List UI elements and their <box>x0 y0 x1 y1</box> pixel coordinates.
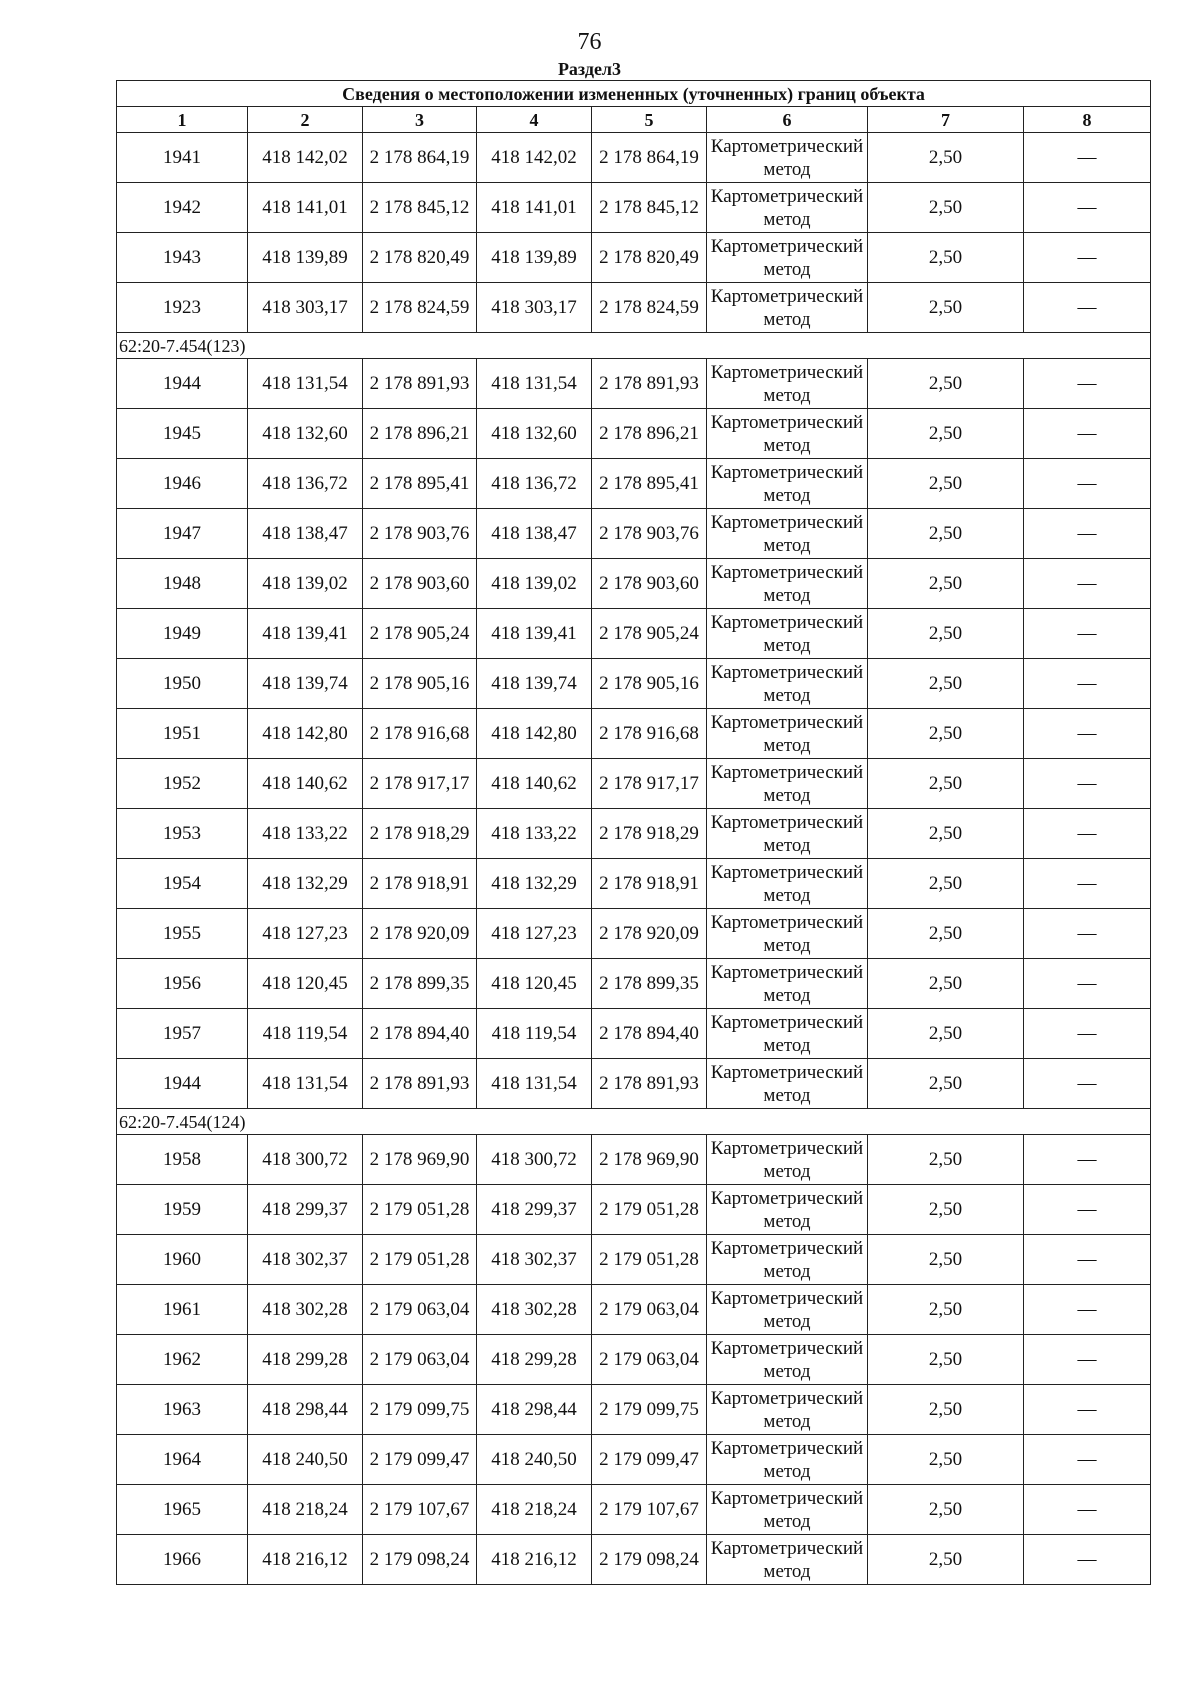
y-new-cell: 2 178 903,60 <box>592 559 707 609</box>
group-row <box>117 1109 1151 1135</box>
point-number-cell: 1958 <box>117 1135 248 1185</box>
table-row <box>117 909 1151 959</box>
description-cell: — <box>1024 1059 1151 1109</box>
y-new-cell: 2 178 899,35 <box>592 959 707 1009</box>
x-new-cell: 418 300,72 <box>477 1135 592 1185</box>
x-old-cell: 418 140,62 <box>248 759 363 809</box>
table-row <box>117 659 1151 709</box>
method-cell: Картометрический метод <box>707 1009 868 1059</box>
precision-cell: 2,50 <box>868 1485 1024 1535</box>
method-cell: Картометрический метод <box>707 1335 868 1385</box>
table-row <box>117 1435 1151 1485</box>
method-cell: Картометрический метод <box>707 1235 868 1285</box>
x-old-cell: 418 133,22 <box>248 809 363 859</box>
table-row <box>117 1185 1151 1235</box>
precision-cell: 2,50 <box>868 1385 1024 1435</box>
description-cell: — <box>1024 1235 1151 1285</box>
y-new-cell: 2 178 918,29 <box>592 809 707 859</box>
y-old-cell: 2 179 107,67 <box>363 1485 477 1535</box>
point-number-cell: 1966 <box>117 1535 248 1585</box>
y-old-cell: 2 178 845,12 <box>363 183 477 233</box>
x-new-cell: 418 303,17 <box>477 283 592 333</box>
x-new-cell: 418 142,02 <box>477 133 592 183</box>
description-cell: — <box>1024 359 1151 409</box>
x-old-cell: 418 141,01 <box>248 183 363 233</box>
y-new-cell: 2 178 920,09 <box>592 909 707 959</box>
y-new-cell: 2 179 099,47 <box>592 1435 707 1485</box>
y-old-cell: 2 178 891,93 <box>363 1059 477 1109</box>
y-new-cell: 2 178 896,21 <box>592 409 707 459</box>
x-new-cell: 418 120,45 <box>477 959 592 1009</box>
y-new-cell: 2 178 916,68 <box>592 709 707 759</box>
point-number-cell: 1923 <box>117 283 248 333</box>
x-old-cell: 418 303,17 <box>248 283 363 333</box>
y-new-cell: 2 178 824,59 <box>592 283 707 333</box>
y-new-cell: 2 179 063,04 <box>592 1285 707 1335</box>
point-number-cell: 1954 <box>117 859 248 909</box>
y-old-cell: 2 178 820,49 <box>363 233 477 283</box>
column-header: 5 <box>592 107 707 133</box>
y-old-cell: 2 179 051,28 <box>363 1185 477 1235</box>
x-new-cell: 418 302,28 <box>477 1285 592 1335</box>
x-new-cell: 418 133,22 <box>477 809 592 859</box>
x-old-cell: 418 139,41 <box>248 609 363 659</box>
y-old-cell: 2 178 918,29 <box>363 809 477 859</box>
method-cell: Картометрический метод <box>707 559 868 609</box>
y-old-cell: 2 178 896,21 <box>363 409 477 459</box>
precision-cell: 2,50 <box>868 459 1024 509</box>
x-old-cell: 418 138,47 <box>248 509 363 559</box>
y-new-cell: 2 178 864,19 <box>592 133 707 183</box>
x-old-cell: 418 240,50 <box>248 1435 363 1485</box>
description-cell: — <box>1024 459 1151 509</box>
y-old-cell: 2 178 899,35 <box>363 959 477 1009</box>
y-new-cell: 2 178 891,93 <box>592 1059 707 1109</box>
precision-cell: 2,50 <box>868 283 1024 333</box>
point-number-cell: 1963 <box>117 1385 248 1435</box>
description-cell: — <box>1024 559 1151 609</box>
precision-cell: 2,50 <box>868 1235 1024 1285</box>
y-new-cell: 2 178 903,76 <box>592 509 707 559</box>
description-cell: — <box>1024 659 1151 709</box>
y-new-cell: 2 178 845,12 <box>592 183 707 233</box>
x-new-cell: 418 132,29 <box>477 859 592 909</box>
y-old-cell: 2 178 895,41 <box>363 459 477 509</box>
table-row <box>117 509 1151 559</box>
method-cell: Картометрический метод <box>707 609 868 659</box>
point-number-cell: 1952 <box>117 759 248 809</box>
precision-cell: 2,50 <box>868 859 1024 909</box>
description-cell: — <box>1024 1285 1151 1335</box>
x-new-cell: 418 142,80 <box>477 709 592 759</box>
description-cell: — <box>1024 909 1151 959</box>
method-cell: Картометрический метод <box>707 1485 868 1535</box>
method-cell: Картометрический метод <box>707 859 868 909</box>
description-cell: — <box>1024 759 1151 809</box>
x-old-cell: 418 302,37 <box>248 1235 363 1285</box>
y-new-cell: 2 179 051,28 <box>592 1235 707 1285</box>
table-row <box>117 1535 1151 1585</box>
y-old-cell: 2 178 918,91 <box>363 859 477 909</box>
point-number-cell: 1962 <box>117 1335 248 1385</box>
precision-cell: 2,50 <box>868 1285 1024 1335</box>
precision-cell: 2,50 <box>868 359 1024 409</box>
method-cell: Картометрический метод <box>707 233 868 283</box>
description-cell: — <box>1024 1135 1151 1185</box>
y-old-cell: 2 178 891,93 <box>363 359 477 409</box>
description-cell: — <box>1024 959 1151 1009</box>
point-number-cell: 1948 <box>117 559 248 609</box>
table-row <box>117 709 1151 759</box>
precision-cell: 2,50 <box>868 1059 1024 1109</box>
y-old-cell: 2 179 099,75 <box>363 1385 477 1435</box>
precision-cell: 2,50 <box>868 1009 1024 1059</box>
column-header: 4 <box>477 107 592 133</box>
section-title: Раздел3 <box>557 59 622 79</box>
x-new-cell: 418 138,47 <box>477 509 592 559</box>
y-new-cell: 2 178 894,40 <box>592 1009 707 1059</box>
method-cell: Картометрический метод <box>707 1185 868 1235</box>
precision-cell: 2,50 <box>868 1435 1024 1485</box>
y-new-cell: 2 179 063,04 <box>592 1335 707 1385</box>
table-row <box>117 1385 1151 1435</box>
method-cell: Картометрический метод <box>707 809 868 859</box>
x-old-cell: 418 142,02 <box>248 133 363 183</box>
y-old-cell: 2 179 098,24 <box>363 1535 477 1585</box>
method-cell: Картометрический метод <box>707 1385 868 1435</box>
method-cell: Картометрический метод <box>707 509 868 559</box>
y-old-cell: 2 179 099,47 <box>363 1435 477 1485</box>
method-cell: Картометрический метод <box>707 1535 868 1585</box>
y-new-cell: 2 178 969,90 <box>592 1135 707 1185</box>
y-new-cell: 2 178 895,41 <box>592 459 707 509</box>
point-number-cell: 1960 <box>117 1235 248 1285</box>
precision-cell: 2,50 <box>868 559 1024 609</box>
description-cell: — <box>1024 509 1151 559</box>
precision-cell: 2,50 <box>868 183 1024 233</box>
description-cell: — <box>1024 233 1151 283</box>
column-header: 8 <box>1024 107 1151 133</box>
method-cell: Картометрический метод <box>707 909 868 959</box>
description-cell: — <box>1024 1385 1151 1435</box>
method-cell: Картометрический метод <box>707 459 868 509</box>
group-label: 62:20-7.454(123) <box>117 333 1151 359</box>
table-row <box>117 183 1151 233</box>
description-cell: — <box>1024 709 1151 759</box>
method-cell: Картометрический метод <box>707 409 868 459</box>
x-new-cell: 418 141,01 <box>477 183 592 233</box>
x-new-cell: 418 218,24 <box>477 1485 592 1535</box>
point-number-cell: 1941 <box>117 133 248 183</box>
point-number-cell: 1946 <box>117 459 248 509</box>
precision-cell: 2,50 <box>868 809 1024 859</box>
table-row <box>117 359 1151 409</box>
table-row <box>117 1335 1151 1385</box>
y-old-cell: 2 178 864,19 <box>363 133 477 183</box>
column-header: 2 <box>248 107 363 133</box>
precision-cell: 2,50 <box>868 133 1024 183</box>
y-new-cell: 2 179 051,28 <box>592 1185 707 1235</box>
x-new-cell: 418 131,54 <box>477 1059 592 1109</box>
y-new-cell: 2 178 891,93 <box>592 359 707 409</box>
description-cell: — <box>1024 1009 1151 1059</box>
precision-cell: 2,50 <box>868 909 1024 959</box>
description-cell: — <box>1024 1535 1151 1585</box>
point-number-cell: 1945 <box>117 409 248 459</box>
column-header: 7 <box>868 107 1024 133</box>
y-old-cell: 2 178 916,68 <box>363 709 477 759</box>
group-row <box>117 333 1151 359</box>
description-cell: — <box>1024 409 1151 459</box>
description-cell: — <box>1024 1485 1151 1535</box>
precision-cell: 2,50 <box>868 409 1024 459</box>
table-row <box>117 559 1151 609</box>
y-old-cell: 2 178 920,09 <box>363 909 477 959</box>
method-cell: Картометрический метод <box>707 1285 868 1335</box>
table-row <box>117 459 1151 509</box>
x-old-cell: 418 302,28 <box>248 1285 363 1335</box>
point-number-cell: 1959 <box>117 1185 248 1235</box>
description-cell: — <box>1024 283 1151 333</box>
method-cell: Картометрический метод <box>707 1435 868 1485</box>
x-new-cell: 418 139,74 <box>477 659 592 709</box>
table-row <box>117 409 1151 459</box>
point-number-cell: 1955 <box>117 909 248 959</box>
x-new-cell: 418 136,72 <box>477 459 592 509</box>
x-new-cell: 418 119,54 <box>477 1009 592 1059</box>
point-number-cell: 1949 <box>117 609 248 659</box>
y-old-cell: 2 178 905,16 <box>363 659 477 709</box>
x-new-cell: 418 140,62 <box>477 759 592 809</box>
precision-cell: 2,50 <box>868 1185 1024 1235</box>
x-new-cell: 418 216,12 <box>477 1535 592 1585</box>
table-row <box>117 1059 1151 1109</box>
y-new-cell: 2 178 917,17 <box>592 759 707 809</box>
precision-cell: 2,50 <box>868 959 1024 1009</box>
method-cell: Картометрический метод <box>707 759 868 809</box>
point-number-cell: 1942 <box>117 183 248 233</box>
x-old-cell: 418 119,54 <box>248 1009 363 1059</box>
table-row <box>117 959 1151 1009</box>
y-new-cell: 2 178 918,91 <box>592 859 707 909</box>
x-old-cell: 418 300,72 <box>248 1135 363 1185</box>
point-number-cell: 1947 <box>117 509 248 559</box>
x-new-cell: 418 139,41 <box>477 609 592 659</box>
point-number-cell: 1956 <box>117 959 248 1009</box>
coordinates-table <box>116 80 1151 1585</box>
x-old-cell: 418 132,29 <box>248 859 363 909</box>
point-number-cell: 1964 <box>117 1435 248 1485</box>
y-old-cell: 2 178 905,24 <box>363 609 477 659</box>
method-cell: Картометрический метод <box>707 709 868 759</box>
description-cell: — <box>1024 183 1151 233</box>
point-number-cell: 1957 <box>117 1009 248 1059</box>
point-number-cell: 1943 <box>117 233 248 283</box>
y-new-cell: 2 179 098,24 <box>592 1535 707 1585</box>
method-cell: Картометрический метод <box>707 183 868 233</box>
x-old-cell: 418 136,72 <box>248 459 363 509</box>
precision-cell: 2,50 <box>868 1335 1024 1385</box>
description-cell: — <box>1024 809 1151 859</box>
table-row <box>117 1285 1151 1335</box>
description-cell: — <box>1024 1435 1151 1485</box>
precision-cell: 2,50 <box>868 709 1024 759</box>
y-new-cell: 2 179 099,75 <box>592 1385 707 1435</box>
column-header: 3 <box>363 107 477 133</box>
method-cell: Картометрический метод <box>707 959 868 1009</box>
page-number: 76 <box>577 29 602 55</box>
method-cell: Картометрический метод <box>707 133 868 183</box>
method-cell: Картометрический метод <box>707 1059 868 1109</box>
x-old-cell: 418 218,24 <box>248 1485 363 1535</box>
x-old-cell: 418 299,28 <box>248 1335 363 1385</box>
table-row <box>117 859 1151 909</box>
precision-cell: 2,50 <box>868 1535 1024 1585</box>
precision-cell: 2,50 <box>868 233 1024 283</box>
precision-cell: 2,50 <box>868 609 1024 659</box>
x-old-cell: 418 132,60 <box>248 409 363 459</box>
y-new-cell: 2 179 107,67 <box>592 1485 707 1535</box>
table-row <box>117 1135 1151 1185</box>
column-header-row <box>117 107 1151 133</box>
table-row <box>117 1235 1151 1285</box>
point-number-cell: 1944 <box>117 359 248 409</box>
table-body <box>117 133 1151 1585</box>
group-label: 62:20-7.454(124) <box>117 1109 1151 1135</box>
table-row <box>117 1485 1151 1535</box>
x-new-cell: 418 132,60 <box>477 409 592 459</box>
description-cell: — <box>1024 133 1151 183</box>
caption-row <box>117 81 1151 107</box>
y-new-cell: 2 178 905,24 <box>592 609 707 659</box>
table-row <box>117 1009 1151 1059</box>
x-old-cell: 418 142,80 <box>248 709 363 759</box>
x-old-cell: 418 139,89 <box>248 233 363 283</box>
precision-cell: 2,50 <box>868 1135 1024 1185</box>
description-cell: — <box>1024 859 1151 909</box>
x-new-cell: 418 302,37 <box>477 1235 592 1285</box>
table-row <box>117 233 1151 283</box>
x-new-cell: 418 139,02 <box>477 559 592 609</box>
x-new-cell: 418 299,28 <box>477 1335 592 1385</box>
x-old-cell: 418 131,54 <box>248 359 363 409</box>
x-old-cell: 418 299,37 <box>248 1185 363 1235</box>
x-old-cell: 418 139,74 <box>248 659 363 709</box>
method-cell: Картометрический метод <box>707 659 868 709</box>
x-old-cell: 418 216,12 <box>248 1535 363 1585</box>
table-row <box>117 609 1151 659</box>
y-old-cell: 2 178 903,76 <box>363 509 477 559</box>
table-row <box>117 283 1151 333</box>
x-new-cell: 418 240,50 <box>477 1435 592 1485</box>
point-number-cell: 1951 <box>117 709 248 759</box>
y-old-cell: 2 178 824,59 <box>363 283 477 333</box>
description-cell: — <box>1024 1185 1151 1235</box>
x-old-cell: 418 127,23 <box>248 909 363 959</box>
y-old-cell: 2 179 063,04 <box>363 1285 477 1335</box>
precision-cell: 2,50 <box>868 659 1024 709</box>
method-cell: Картометрический метод <box>707 359 868 409</box>
point-number-cell: 1961 <box>117 1285 248 1335</box>
x-new-cell: 418 139,89 <box>477 233 592 283</box>
point-number-cell: 1965 <box>117 1485 248 1535</box>
y-old-cell: 2 179 051,28 <box>363 1235 477 1285</box>
description-cell: — <box>1024 609 1151 659</box>
method-cell: Картометрический метод <box>707 1135 868 1185</box>
y-new-cell: 2 178 905,16 <box>592 659 707 709</box>
x-new-cell: 418 299,37 <box>477 1185 592 1235</box>
table-row <box>117 759 1151 809</box>
method-cell: Картометрический метод <box>707 283 868 333</box>
y-old-cell: 2 178 894,40 <box>363 1009 477 1059</box>
point-number-cell: 1953 <box>117 809 248 859</box>
x-new-cell: 418 131,54 <box>477 359 592 409</box>
x-new-cell: 418 298,44 <box>477 1385 592 1435</box>
table-row <box>117 809 1151 859</box>
point-number-cell: 1944 <box>117 1059 248 1109</box>
precision-cell: 2,50 <box>868 509 1024 559</box>
y-new-cell: 2 178 820,49 <box>592 233 707 283</box>
table-row <box>117 133 1151 183</box>
y-old-cell: 2 178 903,60 <box>363 559 477 609</box>
precision-cell: 2,50 <box>868 759 1024 809</box>
x-new-cell: 418 127,23 <box>477 909 592 959</box>
column-header: 1 <box>117 107 248 133</box>
x-old-cell: 418 120,45 <box>248 959 363 1009</box>
description-cell: — <box>1024 1335 1151 1385</box>
point-number-cell: 1950 <box>117 659 248 709</box>
y-old-cell: 2 178 917,17 <box>363 759 477 809</box>
table-caption: Сведения о местоположении измененных (уточненных) границ объекта <box>117 81 1151 107</box>
x-old-cell: 418 139,02 <box>248 559 363 609</box>
column-header: 6 <box>707 107 868 133</box>
y-old-cell: 2 178 969,90 <box>363 1135 477 1185</box>
x-old-cell: 418 298,44 <box>248 1385 363 1435</box>
y-old-cell: 2 179 063,04 <box>363 1335 477 1385</box>
x-old-cell: 418 131,54 <box>248 1059 363 1109</box>
